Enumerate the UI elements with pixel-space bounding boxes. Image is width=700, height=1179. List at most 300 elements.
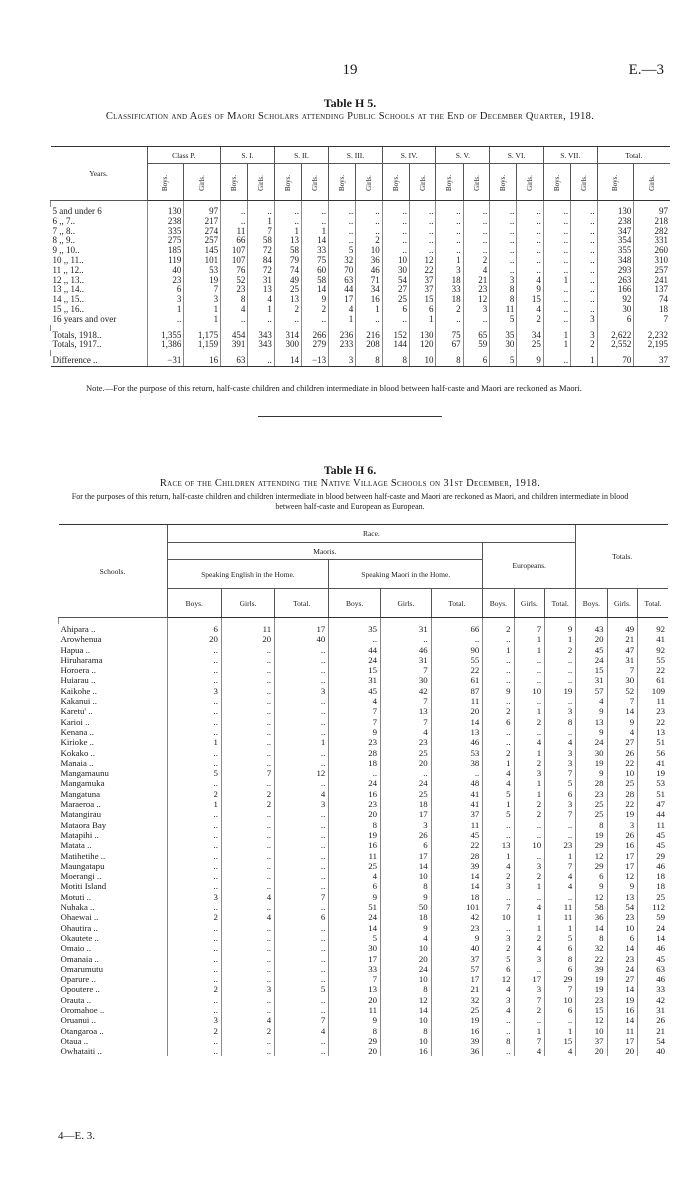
cell-value: 37 xyxy=(409,285,436,295)
cell-value: 8 xyxy=(576,820,607,830)
cell-value: .. xyxy=(274,315,301,325)
boys-header: Boys. xyxy=(329,589,381,618)
cell-value: 23 xyxy=(545,840,576,850)
cell-value: 37 xyxy=(431,809,483,819)
school-name: Maraeroa .. xyxy=(60,799,101,810)
cell-value: .. xyxy=(543,295,570,305)
cell-value: .. xyxy=(167,964,221,974)
cell-value: 10 xyxy=(381,1036,432,1046)
cell-value: .. xyxy=(167,696,221,706)
cell-value: .. xyxy=(221,207,248,217)
cell-value: .. xyxy=(571,207,598,217)
cell-value: 3 xyxy=(571,331,598,341)
cell-value: .. xyxy=(221,1005,274,1015)
cell-value: 45 xyxy=(576,645,607,655)
cell-value: .. xyxy=(571,256,598,266)
cell-value: 5 xyxy=(329,246,356,256)
cell-value: .. xyxy=(545,655,576,665)
cell-value: 3 xyxy=(329,356,356,366)
cell-value: 19 xyxy=(431,1015,483,1025)
cell-value: .. xyxy=(221,727,274,737)
cell-value: .. xyxy=(275,809,329,819)
cell-value: .. xyxy=(221,717,274,727)
cell-value: .. xyxy=(571,246,598,256)
school-name: Maungatapu xyxy=(60,860,105,871)
cell-value: 58 xyxy=(248,236,275,246)
table-row xyxy=(51,246,671,256)
cell-value: 63 xyxy=(329,276,356,286)
cell-value: 44 xyxy=(638,809,668,819)
group-header: S. IV. xyxy=(382,147,436,164)
table-row xyxy=(59,686,669,696)
school-name: Huiarau .. xyxy=(60,675,96,686)
section-divider xyxy=(258,416,442,417)
cell-value: 4 xyxy=(545,881,576,891)
cell-value: 2,622 xyxy=(597,331,634,341)
cell-value: 21 xyxy=(431,984,483,994)
cell-value: .. xyxy=(221,778,274,788)
group-header: S. I. xyxy=(221,147,275,164)
cell-value: .. xyxy=(543,236,570,246)
cell-value: .. xyxy=(514,696,545,706)
cell-value: 16 xyxy=(607,840,638,850)
cell-value: 12 xyxy=(463,295,490,305)
cell-value: 1 xyxy=(483,758,514,768)
row-label: 7 ,, 8.. xyxy=(52,225,75,236)
cell-value: 1 xyxy=(545,851,576,861)
cell-value: 355 xyxy=(597,246,634,256)
cell-value: .. xyxy=(514,830,545,840)
cell-value: .. xyxy=(543,256,570,266)
cell-value: 238 xyxy=(147,217,184,227)
cell-value: 32 xyxy=(329,256,356,266)
cell-value: .. xyxy=(409,236,436,246)
cell-value: 10 xyxy=(607,923,638,933)
cell-value: 7 xyxy=(184,285,221,295)
cell-value: .. xyxy=(409,246,436,256)
cell-value: .. xyxy=(221,706,274,716)
cell-value: .. xyxy=(431,768,483,778)
cell-value: .. xyxy=(543,305,570,315)
cell-value: .. xyxy=(274,217,301,227)
cell-value: 25 xyxy=(431,1005,483,1015)
cell-value: 5 xyxy=(490,356,517,366)
cell-value: 57 xyxy=(576,686,607,696)
cell-value: .. xyxy=(329,768,381,778)
cell-value: 257 xyxy=(634,266,670,276)
cell-value: .. xyxy=(545,675,576,685)
cell-value: 4 xyxy=(545,871,576,881)
cell-value: 48 xyxy=(431,778,483,788)
cell-value: 145 xyxy=(184,246,221,256)
table-row xyxy=(59,881,669,891)
cell-value: 9 xyxy=(329,1015,381,1025)
cell-value: 3 xyxy=(167,1015,221,1025)
cell-value: 1 xyxy=(409,315,436,325)
cell-value: 185 xyxy=(147,246,184,256)
cell-value: 15 xyxy=(517,295,544,305)
cell-value: 5 xyxy=(545,933,576,943)
cell-value: 19 xyxy=(329,830,381,840)
cell-value: 12 xyxy=(381,995,432,1005)
cell-value: 13 xyxy=(274,295,301,305)
cell-value: 9 xyxy=(302,295,329,305)
cell-value: 23 xyxy=(431,923,483,933)
cell-value: .. xyxy=(431,634,483,644)
cell-value: 343 xyxy=(248,331,275,341)
cell-value: .. xyxy=(571,266,598,276)
cell-value: 63 xyxy=(638,964,668,974)
cell-value: 1 xyxy=(543,331,570,341)
table-row xyxy=(51,266,671,276)
cell-value: 21 xyxy=(638,1026,668,1036)
school-name: Oparure .. xyxy=(60,974,96,985)
cell-value: 76 xyxy=(221,266,248,276)
cell-value: 51 xyxy=(329,902,381,912)
cell-value: 9 xyxy=(381,923,432,933)
cell-value: 3 xyxy=(514,954,545,964)
row-label: 6 ,, 7.. xyxy=(52,215,75,226)
school-name: Moerangi .. xyxy=(60,871,102,882)
table-row xyxy=(51,295,671,305)
cell-value: 35 xyxy=(490,331,517,341)
cell-value: 14 xyxy=(302,236,329,246)
cell-value: 19 xyxy=(576,984,607,994)
cell-value: 46 xyxy=(638,974,668,984)
cell-value: 30 xyxy=(382,266,409,276)
cell-value: .. xyxy=(514,655,545,665)
girls-header: Girls. xyxy=(221,589,274,618)
cell-value: 11 xyxy=(431,696,483,706)
cell-value: 39 xyxy=(576,964,607,974)
table-row xyxy=(59,717,669,727)
table-row xyxy=(59,809,669,819)
cell-value: 9 xyxy=(576,727,607,737)
cell-value: 18 xyxy=(436,276,463,286)
cell-value: 3 xyxy=(483,881,514,891)
cell-value: 2,552 xyxy=(597,340,634,350)
cell-value: 4 xyxy=(517,305,544,315)
cell-value: 40 xyxy=(147,266,184,276)
cell-value: 24 xyxy=(576,655,607,665)
cell-value: .. xyxy=(543,315,570,325)
cell-value: 2 xyxy=(483,871,514,881)
page-number: 19 xyxy=(342,62,358,78)
cell-value: 11 xyxy=(329,1005,381,1015)
cell-value: 2 xyxy=(274,305,301,315)
cell-value: .. xyxy=(221,809,274,819)
cell-value: 2,232 xyxy=(634,331,670,341)
cell-value: 1 xyxy=(514,1026,545,1036)
cell-value: 1 xyxy=(436,256,463,266)
cell-value: 7 xyxy=(329,706,381,716)
cell-value: 13 xyxy=(483,840,514,850)
cell-value: 2 xyxy=(514,758,545,768)
school-name: Ohaewai .. xyxy=(60,912,99,923)
cell-value: 12 xyxy=(483,974,514,984)
cell-value: .. xyxy=(275,964,329,974)
cell-value: 11 xyxy=(607,1026,638,1036)
cell-value: 27 xyxy=(607,737,638,747)
cell-value: .. xyxy=(167,1046,221,1056)
cell-value: 217 xyxy=(184,217,221,227)
cell-value: 10 xyxy=(381,943,432,953)
cell-value: 2 xyxy=(436,305,463,315)
cell-value: 52 xyxy=(607,686,638,696)
cell-value: 238 xyxy=(597,217,634,227)
cell-value: 10 xyxy=(381,871,432,881)
cell-value: .. xyxy=(221,655,274,665)
cell-value: 8 xyxy=(545,954,576,964)
school-name: Omanaia .. xyxy=(60,953,99,964)
cell-value: 57 xyxy=(431,964,483,974)
cell-value: .. xyxy=(221,954,274,964)
table-row xyxy=(59,984,669,994)
cell-value: .. xyxy=(167,861,221,871)
cell-value: .. xyxy=(409,217,436,227)
cell-value: 17 xyxy=(431,974,483,984)
cell-value: 216 xyxy=(356,331,383,341)
cell-value: .. xyxy=(275,820,329,830)
group-header: Class P. xyxy=(147,147,221,164)
girls-header xyxy=(634,164,670,201)
cell-value: 18 xyxy=(436,295,463,305)
header-label: Boys. xyxy=(391,174,400,191)
cell-value: .. xyxy=(167,995,221,1005)
cell-value: 4 xyxy=(483,778,514,788)
cell-value: .. xyxy=(275,696,329,706)
cell-value: 454 xyxy=(221,331,248,341)
cell-value: 7 xyxy=(545,768,576,778)
cell-value: 4 xyxy=(221,305,248,315)
cell-value: 46 xyxy=(638,943,668,953)
cell-value: .. xyxy=(221,923,274,933)
cell-value: −13 xyxy=(302,356,329,366)
table-h5 xyxy=(50,146,670,367)
cell-value: 17 xyxy=(329,295,356,305)
row-label: 15 ,, 16.. xyxy=(52,303,84,314)
header-label: Boys. xyxy=(445,174,454,191)
cell-value: 4 xyxy=(329,305,356,315)
cell-value: 293 xyxy=(597,266,634,276)
cell-value: 12 xyxy=(576,892,607,902)
cell-value: .. xyxy=(275,1036,329,1046)
cell-value: 343 xyxy=(248,340,275,350)
cell-value: .. xyxy=(514,675,545,685)
cell-value: .. xyxy=(221,686,274,696)
cell-value: 3 xyxy=(607,820,638,830)
header-label: Boys. xyxy=(283,174,292,191)
cell-value: .. xyxy=(167,748,221,758)
cell-value: 51 xyxy=(638,737,668,747)
cell-value: 2 xyxy=(545,645,576,655)
cell-value: .. xyxy=(543,266,570,276)
cell-value: 4 xyxy=(275,789,329,799)
school-name: Omaio .. xyxy=(60,943,92,954)
school-name: Manaia .. xyxy=(60,757,94,768)
cell-value: .. xyxy=(221,1046,274,1056)
table-row xyxy=(51,236,671,246)
cell-value: 144 xyxy=(382,340,409,350)
cell-value: 3 xyxy=(184,295,221,305)
cell-value: .. xyxy=(463,246,490,256)
table-row xyxy=(59,923,669,933)
cell-value: 30 xyxy=(329,943,381,953)
cell-value: 9 xyxy=(607,881,638,891)
cell-value: 28 xyxy=(576,778,607,788)
cell-value: 36 xyxy=(576,912,607,922)
cell-value: 6 xyxy=(147,285,184,295)
cell-value: 30 xyxy=(597,305,634,315)
cell-value: 4 xyxy=(514,737,545,747)
cell-value: .. xyxy=(545,892,576,902)
cell-value: 9 xyxy=(517,285,544,295)
cell-value: .. xyxy=(248,207,275,217)
cell-value: 37 xyxy=(409,276,436,286)
cell-value: 16 xyxy=(329,840,381,850)
cell-value: .. xyxy=(483,696,514,706)
cell-value: 39 xyxy=(431,861,483,871)
cell-value: 1 xyxy=(329,315,356,325)
cell-value: .. xyxy=(483,727,514,737)
cell-value: 74 xyxy=(634,295,670,305)
cell-value: .. xyxy=(329,217,356,227)
cell-value: .. xyxy=(483,1026,514,1036)
cell-value: 23 xyxy=(576,789,607,799)
cell-value: 3 xyxy=(167,892,221,902)
cell-value: 107 xyxy=(221,246,248,256)
cell-value: .. xyxy=(167,881,221,891)
cell-value: .. xyxy=(275,871,329,881)
cell-value: 75 xyxy=(436,331,463,341)
cell-value: .. xyxy=(543,246,570,256)
cell-value: .. xyxy=(147,315,184,325)
group-header: Total. xyxy=(597,147,670,164)
cell-value: .. xyxy=(167,840,221,850)
cell-value: 97 xyxy=(634,207,670,217)
cell-value: 33 xyxy=(638,984,668,994)
cell-value: 331 xyxy=(634,236,670,246)
cell-value: .. xyxy=(382,246,409,256)
cell-value: .. xyxy=(221,851,274,861)
school-name: Kakanui .. xyxy=(60,696,97,707)
cell-value: .. xyxy=(545,696,576,706)
cell-value: 45 xyxy=(638,840,668,850)
cell-value: 16 xyxy=(184,356,221,366)
cell-value: 17 xyxy=(607,1036,638,1046)
header-label: Girls. xyxy=(579,174,588,191)
table-row xyxy=(51,207,671,217)
cell-value: 7 xyxy=(248,227,275,237)
cell-value: 8 xyxy=(329,1026,381,1036)
cell-value: 4 xyxy=(517,276,544,286)
cell-value: .. xyxy=(275,645,329,655)
school-name: Hapua .. xyxy=(60,644,91,655)
cell-value: .. xyxy=(483,1015,514,1025)
cell-value: .. xyxy=(436,246,463,256)
cell-value: 10 xyxy=(545,995,576,1005)
cell-value: 8 xyxy=(221,295,248,305)
cell-value: 37 xyxy=(431,954,483,964)
table-row xyxy=(59,675,669,685)
cell-value: 8 xyxy=(382,356,409,366)
cell-value: 7 xyxy=(514,1036,545,1046)
cell-value: .. xyxy=(381,634,432,644)
cell-value: 6 xyxy=(545,1005,576,1015)
cell-value: 8 xyxy=(545,717,576,727)
cell-value: 22 xyxy=(409,266,436,276)
cell-value: 34 xyxy=(356,285,383,295)
table-row xyxy=(59,1036,669,1046)
school-name: Opoutere .. xyxy=(60,984,100,995)
cell-value: 16 xyxy=(356,295,383,305)
cell-value: 8 xyxy=(356,356,383,366)
cell-value: 43 xyxy=(576,624,607,634)
cell-value: 2 xyxy=(167,1026,221,1036)
cell-value: 1 xyxy=(514,789,545,799)
cell-value: .. xyxy=(167,933,221,943)
cell-value: 2 xyxy=(483,624,514,634)
cell-value: .. xyxy=(483,655,514,665)
cell-value: 20 xyxy=(167,634,221,644)
cell-value: 8 xyxy=(576,933,607,943)
cell-value: 2 xyxy=(514,809,545,819)
cell-value: 47 xyxy=(638,799,668,809)
cell-value: .. xyxy=(275,933,329,943)
cell-value: 30 xyxy=(607,675,638,685)
school-name: Omarumutu xyxy=(60,963,104,974)
cell-value: 1 xyxy=(483,645,514,655)
school-name: Motiti Island xyxy=(60,881,107,892)
cell-value: .. xyxy=(514,1015,545,1025)
cell-value: 2 xyxy=(167,984,221,994)
cell-value: 5 xyxy=(275,984,329,994)
cell-value: 23 xyxy=(576,995,607,1005)
cell-value: 28 xyxy=(607,789,638,799)
cell-value: 29 xyxy=(576,861,607,871)
cell-value: 4 xyxy=(463,266,490,276)
document-ref: E.—3 xyxy=(628,62,664,78)
cell-value: 25 xyxy=(517,340,544,350)
cell-value: 1 xyxy=(248,305,275,315)
cell-value: 53 xyxy=(184,266,221,276)
cell-value: 1 xyxy=(545,1026,576,1036)
cell-value: .. xyxy=(275,830,329,840)
cell-value: 17 xyxy=(329,954,381,964)
cell-value: 3 xyxy=(545,758,576,768)
cell-value: 39 xyxy=(431,1036,483,1046)
cell-value: 25 xyxy=(576,799,607,809)
cell-value: 3 xyxy=(514,984,545,994)
cell-value: 16 xyxy=(431,1026,483,1036)
cell-value: 391 xyxy=(221,340,248,350)
boys-header xyxy=(147,164,184,201)
cell-value: 4 xyxy=(545,1046,576,1056)
cell-value: 42 xyxy=(381,686,432,696)
cell-value: .. xyxy=(275,778,329,788)
school-name: Karioi .. xyxy=(60,716,90,727)
cell-value: .. xyxy=(490,207,517,217)
cell-value: .. xyxy=(275,923,329,933)
cell-value: .. xyxy=(221,902,274,912)
cell-value: 6 xyxy=(483,964,514,974)
table-row xyxy=(59,840,669,850)
cell-value: 1 xyxy=(248,217,275,227)
table-row xyxy=(59,871,669,881)
school-name: Matangirau xyxy=(60,809,102,820)
cell-value: 7 xyxy=(275,1015,329,1025)
cell-value: 3 xyxy=(436,266,463,276)
